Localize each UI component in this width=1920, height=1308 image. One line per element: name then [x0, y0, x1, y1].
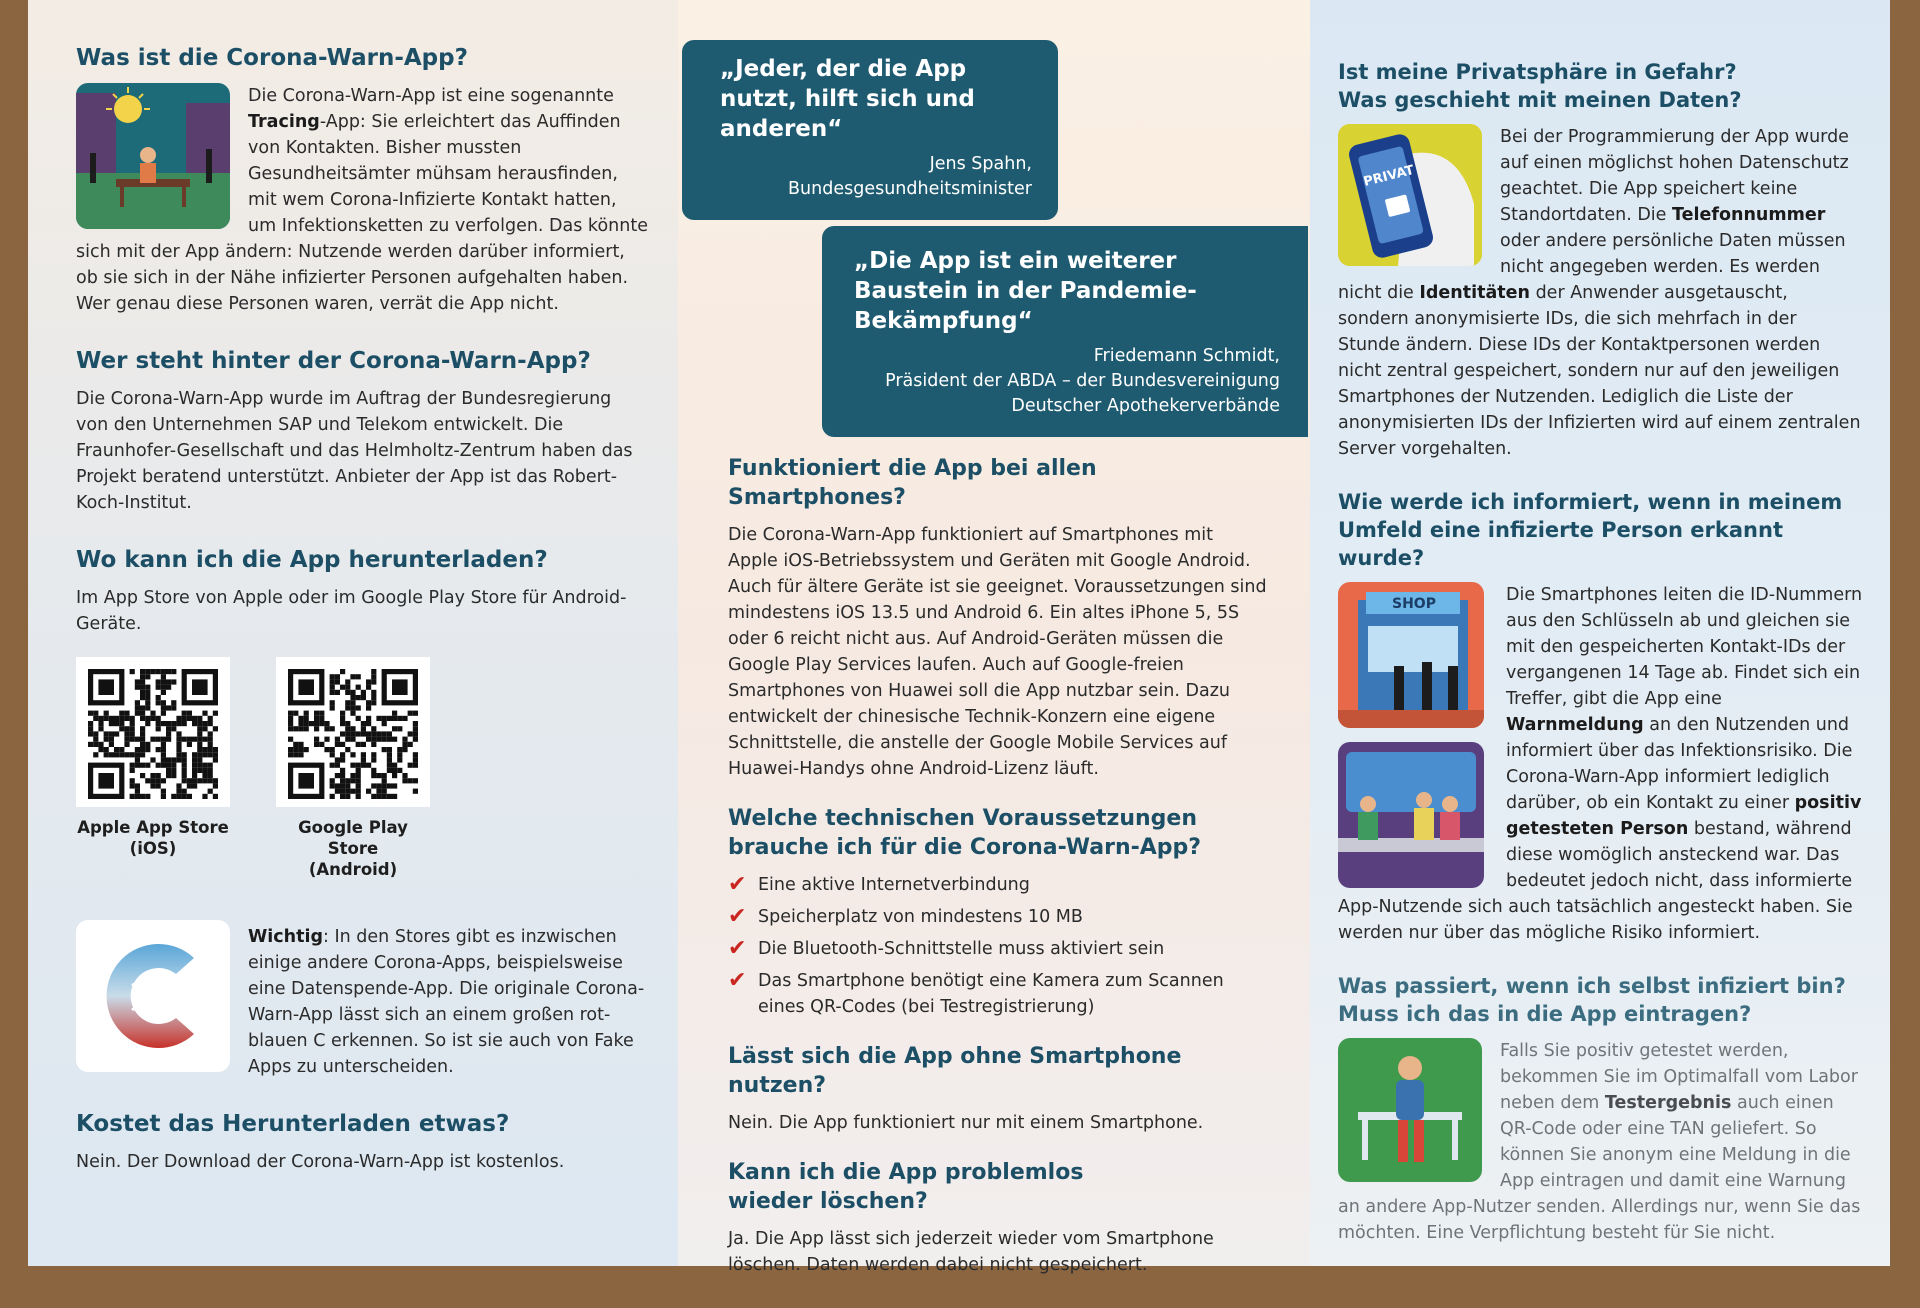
- heading-privacy: Ist meine Privatsphäre in Gefahr? Was geschieht mit meinen Daten?: [1338, 60, 1742, 112]
- download-text: Im App Store von Apple oder im Google Play Store für Android-Geräte.: [76, 588, 627, 634]
- qr-apple-caption: Apple App Store (iOS): [77, 818, 229, 858]
- checkmark-icon: ✔: [728, 872, 747, 897]
- section-what-is-app: Was ist die Corona-Warn-App? Die Corona-Warn-App ist eine sogenannte Tracing-App: Sie erleichtert das Auffinden von Kontakten. Bisher mussten Gesundheitsämter mühsam herausfinden, mit wem Corona-Infizierte Kontakt hatten, um Infektionsketten zu verfolgen. Das könnte sich mit der App ändern: Nutzende werden darüber informiert, ob sie sich in der Nähe infizierter Personen aufgehalten haben. Wer genau diese Personen waren, verrät die App nicht.: [76, 45, 648, 314]
- corona-warn-app-logo-icon: [76, 920, 230, 1072]
- heading-cost: Kostet das Herunterladen etwas?: [76, 1111, 510, 1137]
- all-smartphones-text: Die Corona-Warn-App funktioniert auf Smartphones mit Apple iOS-Betriebssystem und Geräten mit Google Android. Auch für ältere Geräte ist sie geeignet. Voraussetzungen sind mindestens iOS 13.5 und Android 6. Ein altes iPhone 5, 5S oder 6 reicht nicht aus. Auf Android-Geräten müssen die Google Play Services laufen. Auch auf Google-freien Smartphones von Huawei soll die App nutzbar sein. Dazu entwickelt der chinesische Technik-Konzern eine eigene Schnittstelle, die anstelle der Google Mobile Services auf Huawei-Handys ohne Android-Lizenz läuft.: [728, 525, 1267, 779]
- section-download: [76, 546, 648, 880]
- without-smartphone-text: Nein. Die App funktioniert nur mit einem Smartphone.: [728, 1113, 1204, 1133]
- section-cost: [76, 1110, 648, 1175]
- heading-infected: Was passiert, wenn ich selbst infiziert bin? Muss ich das in die App eintragen?: [1338, 974, 1846, 1026]
- section-infected: Was passiert, wenn ich selbst infiziert bin? Muss ich das in die App eintragen? Falls Sie positiv getestet werden, bekommen Sie im Optimalfall vom Labor neben dem Testergebnis auch einen QR-Code oder eine TAN geliefert. So können Sie anonym eine Meldung in die App eintragen und damit eine Warnung an andere App-Nutzer senden. Allerdings nur, wenn Sie das möchten. Eine Verpflichtung besteht für Sie nicht.: [1338, 972, 1864, 1246]
- right-panel: [1310, 0, 1890, 1266]
- person-sitting-illustration: [1338, 1038, 1482, 1182]
- quote-schmidt-author: Friedemann Schmidt, Präsident der ABDA – der Bundesvereinigung Deutscher Apothekerverbände: [885, 346, 1280, 416]
- section-without-smartphone: [728, 1042, 1268, 1136]
- qr-apple[interactable]: [76, 657, 230, 880]
- quote-spahn: [682, 40, 1058, 220]
- section-requirements: [728, 804, 1268, 1020]
- who-is-behind-text: Die Corona-Warn-App wurde im Auftrag der Bundesregierung von den Unternehmen SAP und Telekom entwickelt. Die Fraunhofer-Gesellschaft und das Helmholtz-Zentrum haben das Projekt beratend unterstützt. Anbieter der App ist das Robert-Koch-Institut.: [76, 389, 633, 513]
- qr-google-caption: Google Play Store (Android): [298, 818, 408, 879]
- heading-download: Wo kann ich die App herunterladen?: [76, 547, 548, 573]
- quote-schmidt-text: „Die App ist ein weiterer Baustein in der Pandemie-Bekämpfung“: [854, 248, 1197, 334]
- phone-privacy-illustration: [1338, 124, 1482, 266]
- section-privacy: Ist meine Privatsphäre in Gefahr? Was geschieht mit meinen Daten? PRIVAT Bei der Programmierung der App wurde auf einen möglichst hohen Datenschutz geachtet. Die App speichert keine Standortdaten. Die Telefonnummer oder andere persönliche Daten müssen nicht angegeben werden. Es werden nicht die Identitäten der Anwender ausgetauscht, sondern anonymisierte IDs, die sich mehrfach in der Stunde ändern. Diese IDs der Kontaktpersonen werden nicht zentral gespeichert, sondern nur auf den jeweiligen Smartphones der Nutzenden. Lediglich die Liste der anonymisierten IDs der Infizierten wird auf einem zentralen Server vorgehalten.: [1338, 60, 1861, 459]
- heading-delete: Kann ich die App problemlos wieder löschen?: [728, 1160, 1084, 1214]
- delete-text: Ja. Die App lässt sich jederzeit wieder vom Smartphone löschen. Daten werden dabei nicht gespeichert.: [728, 1229, 1214, 1275]
- list-item: ✔ Das Smartphone benötigt eine Kamera zum Scannen eines QR-Codes (bei Testregistrierung): [728, 968, 1224, 1017]
- cost-text: Nein. Der Download der Corona-Warn-App ist kostenlos.: [76, 1152, 565, 1172]
- requirements-list: [728, 872, 1268, 1020]
- apple-qr-code-icon[interactable]: [76, 657, 230, 807]
- section-important: Wichtig: In den Stores gibt es inzwischen einige andere Corona-Apps, beispielsweise eine Datenspende-App. Die originale Corona-Warn-App lässt sich an einem großen rot-blauen C erkennen. So ist sie auch von Fake Apps zu unterscheiden.: [76, 920, 648, 1080]
- quote-schmidt: [822, 226, 1308, 437]
- middle-panel: [678, 0, 1310, 1275]
- heading-who-is-behind: Wer steht hinter der Corona-Warn-App?: [76, 348, 591, 374]
- phone-label: PRIVAT: [1362, 162, 1416, 190]
- left-panel: [28, 0, 678, 1266]
- quote-spahn-text: „Jeder, der die App nutzt, hilft sich und anderen“: [720, 56, 975, 142]
- middle-content: [728, 454, 1268, 1308]
- section-delete: [728, 1158, 1268, 1278]
- bus-passengers-illustration: [1338, 742, 1484, 888]
- checkmark-icon: ✔: [728, 968, 747, 993]
- section-all-smartphones: [728, 454, 1268, 782]
- heading-without-smartphone: Lässt sich die App ohne Smartphone nutzen?: [728, 1044, 1182, 1098]
- heading-all-smartphones: Funktioniert die App bei allen Smartphones?: [728, 456, 1097, 510]
- section-informed: Wie werde ich informiert, wenn in meinem Umfeld eine infizierte Person erkannt wurde? SHOP Die Smartphones leiten die ID-Nummern aus den Schlüsseln ab und gleichen sie mit den gespeicherten Kontakt-IDs der vergangenen 14 Tage ab. Findet sich ein Treffer, gibt die App eine Warnmeldung an den Nutzenden und informiert über das Infektionsrisiko. Die Corona-Warn-App informiert lediglich darüber, ob ein Kontakt zu einer positiv getesteten Person bestand, während diese womöglich ansteckend war. Das bedeutet jedoch nicht, dass informierte App-Nutzende sich auch tatsächlich angesteckt haben. Sie werden nur über das mögliche Risiko informiert.: [1338, 490, 1863, 943]
- qr-codes: [76, 657, 648, 880]
- shop-queue-illustration: [1338, 582, 1484, 728]
- list-item: ✔ Eine aktive Internetverbindung: [728, 872, 1030, 897]
- checkmark-icon: ✔: [728, 904, 747, 929]
- qr-google[interactable]: [276, 657, 430, 880]
- heading-requirements: Welche technischen Voraussetzungen brauche ich für die Corona-Warn-App?: [728, 806, 1202, 860]
- list-item: ✔ Speicherplatz von mindestens 10 MB: [728, 904, 1083, 929]
- list-item: ✔ Die Bluetooth-Schnittstelle muss aktiviert sein: [728, 936, 1165, 961]
- informed-illustrations: [1338, 582, 1488, 892]
- checkmark-icon: ✔: [728, 936, 747, 961]
- section-who-is-behind: [76, 347, 648, 516]
- shop-label: SHOP: [1392, 596, 1436, 612]
- park-bench-illustration: [76, 83, 230, 229]
- quote-spahn-author: Jens Spahn, Bundesgesundheitsminister: [788, 154, 1032, 199]
- heading-what-is-app: Was ist die Corona-Warn-App?: [76, 45, 468, 71]
- google-qr-code-icon[interactable]: [276, 657, 430, 807]
- heading-informed: Wie werde ich informiert, wenn in meinem Umfeld eine infizierte Person erkannt wurde?: [1338, 490, 1843, 570]
